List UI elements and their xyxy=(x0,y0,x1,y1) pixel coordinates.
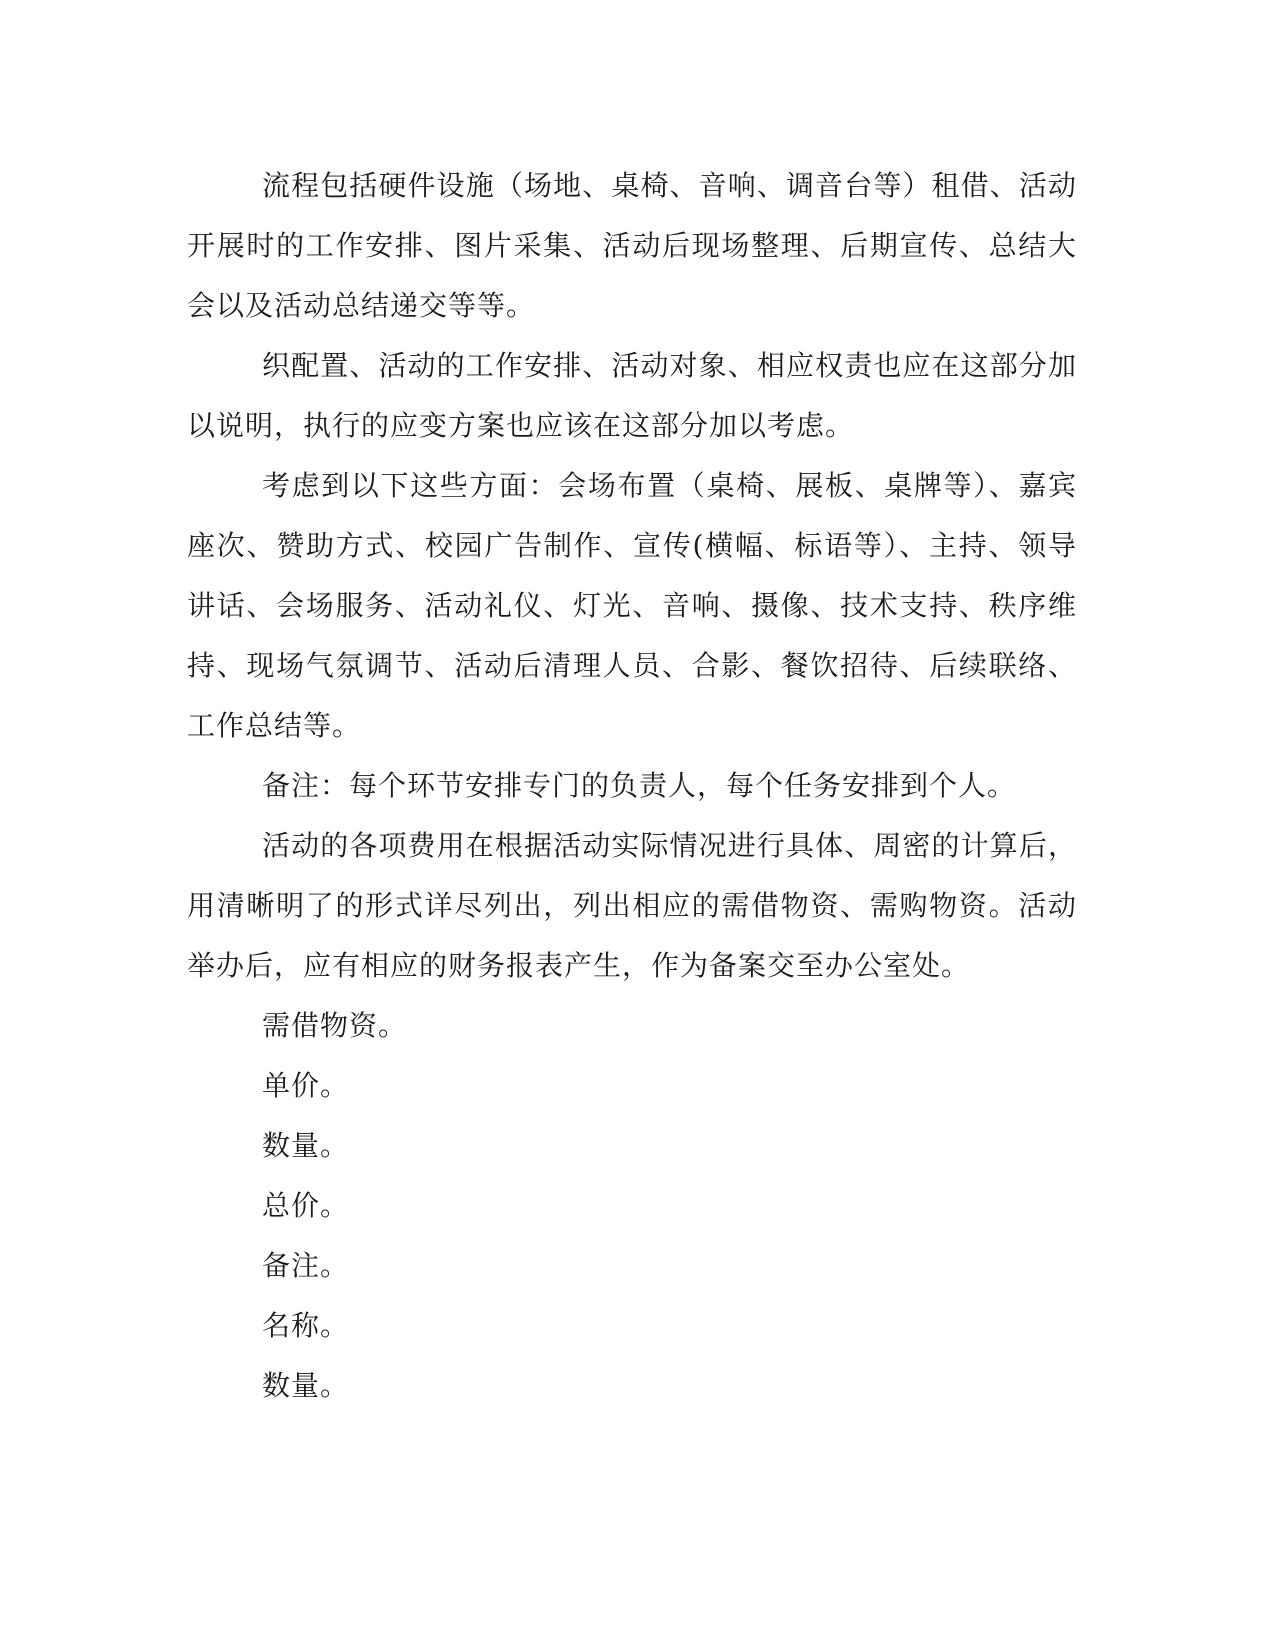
paragraph-organization: 织配置、活动的工作安排、活动对象、相应权责也应在这部分加以说明，执行的应变方案也应该在这部分加以考虑。 xyxy=(187,349,1077,442)
paragraph-budget: 活动的各项费用在根据活动实际情况进行具体、周密的计算后，用清晰明了的形式详尽列出，列出相应的需借物资、需购物资。活动举办后，应有相应的财务报表产生，作为备案交至办公室处。 xyxy=(187,829,1077,982)
list-item-quantity: 数量。 xyxy=(262,1129,350,1162)
document-body xyxy=(187,156,1077,1416)
list-item-total-price: 总价。 xyxy=(262,1189,350,1222)
list-item-name: 名称。 xyxy=(262,1309,350,1342)
paragraph-process: 流程包括硬件设施（场地、桌椅、音响、调音台等）租借、活动开展时的工作安排、图片采集、活动后现场整理、后期宣传、总结大会以及活动总结递交等等。 xyxy=(187,169,1077,322)
list-item-unit-price: 单价。 xyxy=(262,1069,350,1102)
paragraph-considerations: 考虑到以下这些方面：会场布置（桌椅、展板、桌牌等）、嘉宾座次、赞助方式、校园广告制作、宣传(横幅、标语等）、主持、领导讲话、会场服务、活动礼仪、灯光、音响、摄像、技术支持、秩序维持、现场气氛调节、活动后清理人员、合影、餐饮招待、后续联络、工作总结等。 xyxy=(187,469,1077,742)
list-item-remark: 备注。 xyxy=(262,1249,350,1282)
list-item-borrow-materials: 需借物资。 xyxy=(262,1009,408,1042)
paragraph-remark: 备注：每个环节安排专门的负责人，每个任务安排到个人。 xyxy=(262,769,1017,802)
list-item-quantity-2: 数量。 xyxy=(262,1369,350,1402)
